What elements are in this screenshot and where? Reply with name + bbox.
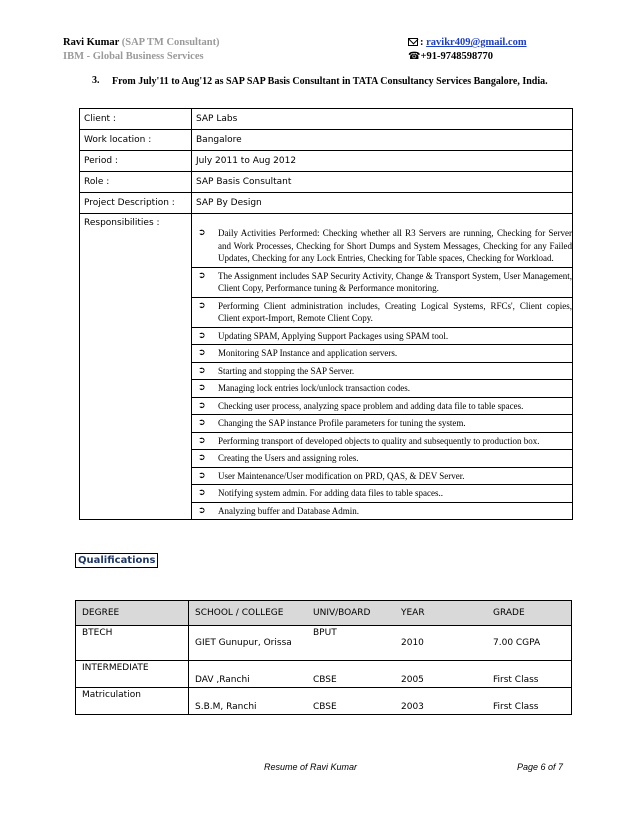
info-label: Role :: [80, 172, 192, 193]
responsibilities-list: [192, 225, 572, 519]
responsibility-text: Checking user process, analyzing space problem and adding data file to table spaces.: [218, 400, 524, 411]
responsibility-item: [192, 502, 572, 520]
qualification-row: [76, 661, 572, 688]
qualification-cell: GIET Gunupur, Orissa: [189, 626, 308, 661]
responsibility-text: Starting and stopping the SAP Server.: [218, 365, 355, 376]
arrow-bullet-icon: ➲: [198, 365, 206, 376]
qualification-cell: First Class: [487, 661, 572, 688]
responsibility-text: Updating SPAM, Applying Support Packages using SPAM tool.: [218, 330, 449, 341]
responsibility-item: [192, 432, 572, 450]
info-label: Project Description :: [80, 193, 192, 214]
header-phone-line: [408, 51, 493, 62]
responsibility-text: Creating the Users and assigning roles.: [218, 453, 359, 463]
responsibility-text: User Maintenance/User modification on PRD, QAS, & DEV Server.: [218, 470, 465, 481]
qualification-cell: First Class: [487, 688, 572, 715]
qualification-cell: Matriculation: [76, 688, 189, 715]
info-value: SAP Basis Consultant: [192, 172, 573, 193]
qualification-cell: 2003: [395, 688, 487, 715]
responsibility-item: [192, 297, 572, 327]
responsibilities-row: [80, 214, 573, 520]
envelope-icon: [408, 38, 418, 46]
header-company: IBM - Global Business Services: [63, 51, 204, 62]
qualification-cell: 2010: [395, 626, 487, 661]
arrow-bullet-icon: ➲: [198, 383, 206, 393]
info-row: [80, 151, 573, 172]
project-info-table: [79, 108, 573, 520]
project-heading: From July'11 to Aug'12 as SAP SAP Basis Consultant in TATA Consultancy Services Bangalore, India.: [112, 76, 548, 87]
responsibility-text: Daily Activities Performed: Checking whether all R3 Servers are running, Checking for Server and Work Processes, Checking for Short Dumps and System Messages, Checking for any Failed Updates, Checking for any Lock Entries, Checking for Table spaces, Checking for Workload.: [218, 228, 572, 263]
arrow-bullet-icon: ➲: [198, 348, 206, 358]
arrow-bullet-icon: ➲: [198, 270, 206, 281]
arrow-bullet-icon: ➲: [198, 453, 206, 463]
header-email-line: [408, 37, 527, 48]
responsibility-text: Managing lock entries lock/unlock transaction codes.: [218, 383, 410, 393]
info-label: Work location :: [80, 130, 192, 151]
arrow-bullet-icon: ➲: [198, 300, 206, 311]
qualification-cell: BPUT: [307, 626, 395, 661]
info-label: Client :: [80, 109, 192, 130]
responsibility-text: The Assignment includes SAP Security Activity, Change & Transport System, User Management, Client Copy, Performance tuning & Performance monitoring.: [218, 270, 572, 293]
info-value: SAP Labs: [192, 109, 573, 130]
responsibility-item: [192, 484, 572, 502]
email-prefix: :: [420, 37, 424, 48]
qualification-cell: 7.00 CGPA: [487, 626, 572, 661]
email-link[interactable]: ravikr409@gmail.com: [426, 37, 527, 48]
responsibility-item: [192, 225, 572, 267]
info-row: [80, 172, 573, 193]
header-role: (SAP TM Consultant): [121, 37, 220, 48]
arrow-bullet-icon: ➲: [198, 435, 206, 446]
responsibility-item: [192, 267, 572, 297]
phone-icon: ☎: [408, 51, 421, 62]
qualification-row: [76, 626, 572, 661]
qualifications-header-cell: SCHOOL / COLLEGE: [189, 601, 308, 626]
header-name-line: [63, 37, 220, 48]
footer-center: Resume of Ravi Kumar: [264, 762, 358, 772]
arrow-bullet-icon: ➲: [198, 488, 206, 498]
responsibilities-cell: [192, 214, 573, 520]
qualifications-table: [75, 600, 572, 715]
qualifications-header-row: [76, 601, 572, 626]
project-number: 3.: [92, 75, 100, 86]
qualification-cell: CBSE: [307, 688, 395, 715]
responsibility-text: Changing the SAP instance Profile parameters for tuning the system.: [218, 418, 466, 428]
header-name: Ravi Kumar: [63, 37, 120, 48]
arrow-bullet-icon: ➲: [198, 505, 206, 516]
qualification-cell: S.B.M, Ranchi: [189, 688, 308, 715]
responsibility-text: Performing Client administration includes, Creating Logical Systems, RFCs', Client copies, Client export-Import, Remote Client Copy.: [218, 300, 572, 323]
responsibility-item: [192, 327, 572, 345]
arrow-bullet-icon: ➲: [198, 418, 206, 428]
responsibility-text: Analyzing buffer and Database Admin.: [218, 505, 360, 516]
info-value: July 2011 to Aug 2012: [192, 151, 573, 172]
qualifications-header-cell: UNIV/BOARD: [307, 601, 395, 626]
qualification-cell: INTERMEDIATE: [76, 661, 189, 688]
responsibility-item: [192, 414, 572, 432]
responsibility-item: [192, 397, 572, 415]
arrow-bullet-icon: ➲: [198, 330, 206, 341]
responsibility-text: Monitoring SAP Instance and application servers.: [218, 348, 398, 358]
qualification-cell: BTECH: [76, 626, 189, 661]
info-row: [80, 130, 573, 151]
responsibilities-label: Responsibilities :: [80, 214, 192, 520]
info-value: Bangalore: [192, 130, 573, 151]
responsibility-text: Notifying system admin. For adding data files to table spaces..: [218, 488, 443, 498]
responsibility-text: Performing transport of developed objects to quality and subsequently to production box.: [218, 435, 540, 446]
info-row: [80, 193, 573, 214]
qualification-row: [76, 688, 572, 715]
responsibility-item: [192, 362, 572, 380]
qualifications-title: Qualifications: [75, 553, 158, 568]
responsibility-item: [192, 467, 572, 485]
arrow-bullet-icon: ➲: [198, 470, 206, 481]
arrow-bullet-icon: ➲: [198, 400, 206, 411]
info-row: [80, 109, 573, 130]
qualification-cell: 2005: [395, 661, 487, 688]
footer-page-number: Page 6 of 7: [517, 762, 564, 772]
header-phone: +91-9748598770: [420, 51, 493, 62]
qualification-cell: CBSE: [307, 661, 395, 688]
responsibility-item: [192, 379, 572, 397]
info-value: SAP By Design: [192, 193, 573, 214]
qualification-cell: DAV ,Ranchi: [189, 661, 308, 688]
responsibility-item: [192, 344, 572, 362]
responsibility-item: [192, 449, 572, 467]
qualifications-header-cell: DEGREE: [76, 601, 189, 626]
info-label: Period :: [80, 151, 192, 172]
qualifications-header-cell: YEAR: [395, 601, 487, 626]
arrow-bullet-icon: ➲: [198, 228, 206, 238]
qualifications-header-cell: GRADE: [487, 601, 572, 626]
